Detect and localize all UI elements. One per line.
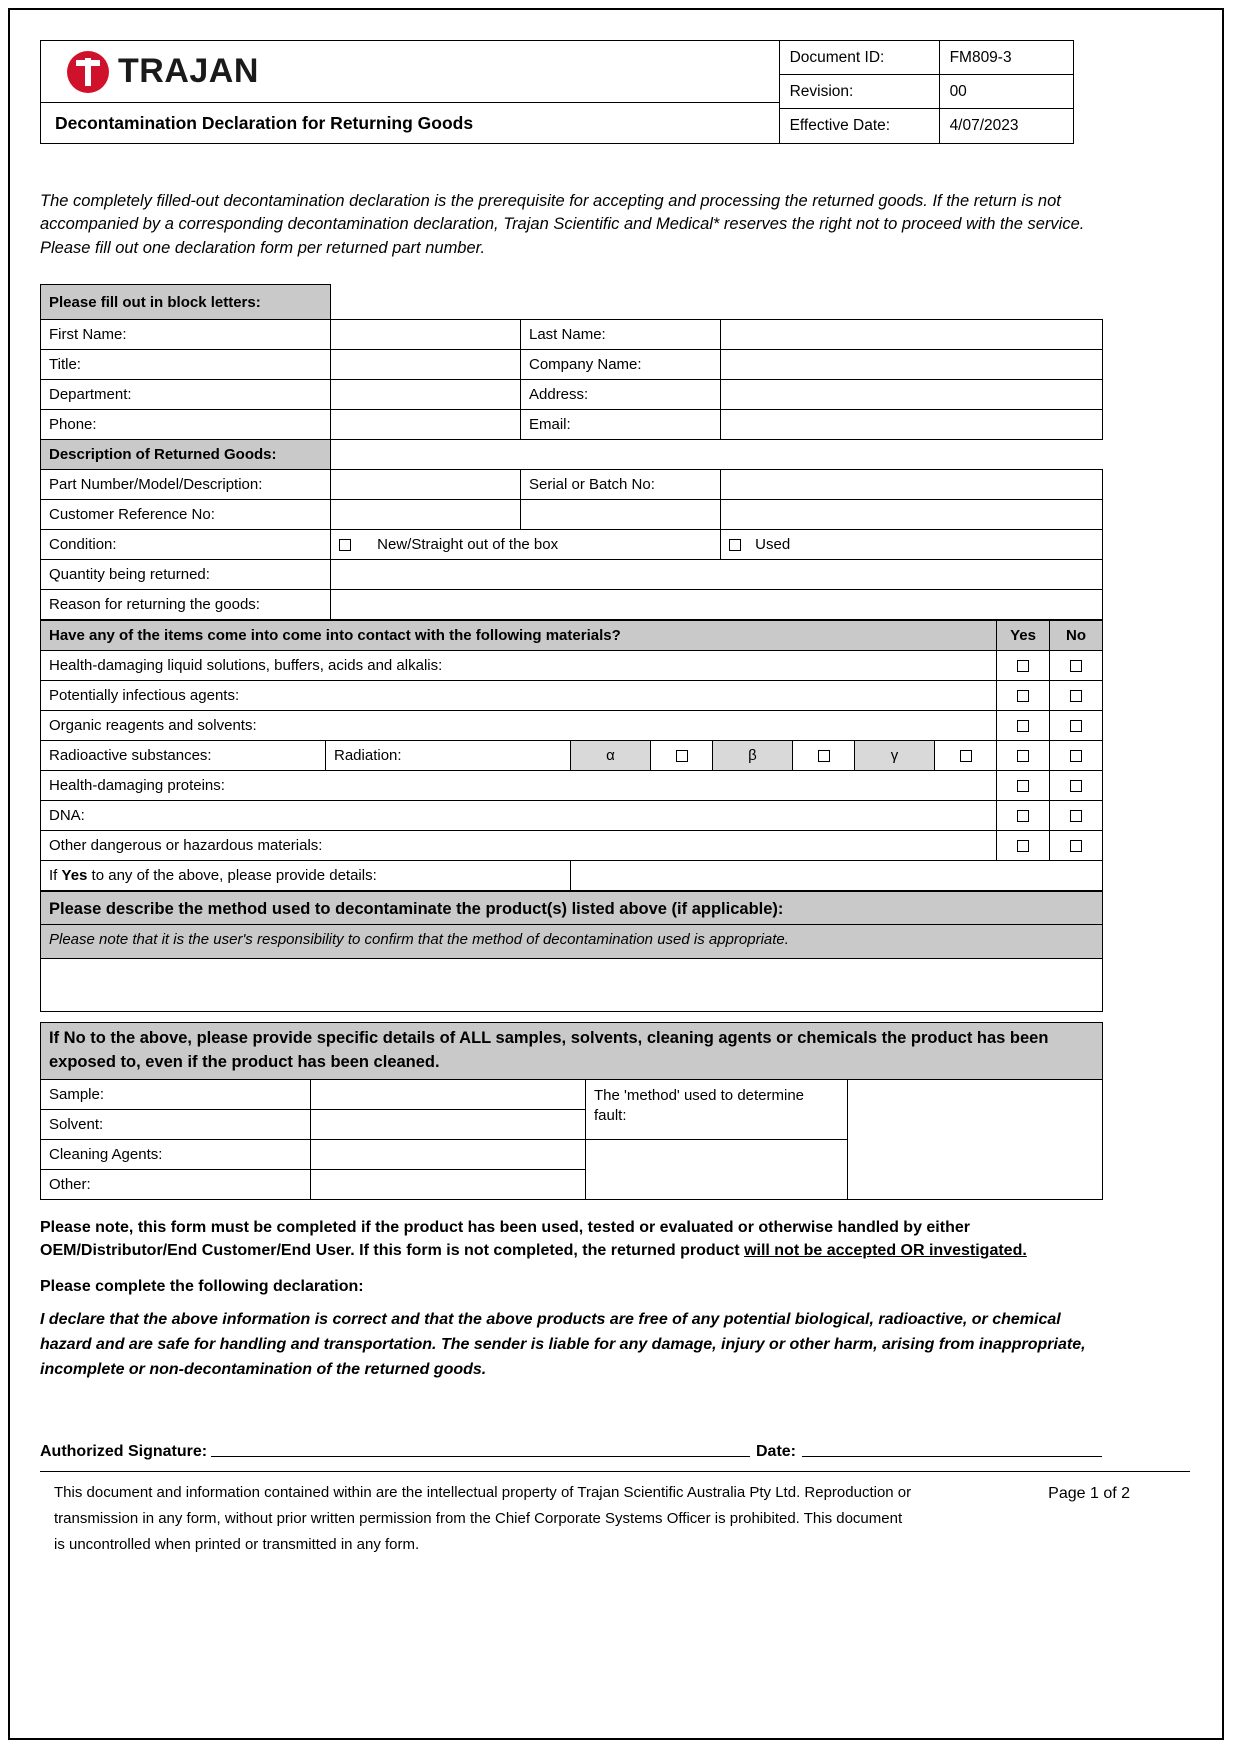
block-letters-heading: Please fill out in block letters:: [41, 285, 331, 320]
signature-label: Authorized Signature:: [40, 1442, 208, 1460]
material-row-dna: [41, 801, 1103, 831]
radiation-alpha-checkbox[interactable]: [676, 750, 688, 762]
intro-paragraph: The completely filled-out decontamination declaration is the prerequisite for accepting and processing the returned goods. If the return is not accompanied by a corresponding decontamination declaration, Trajan Scientific and Medical* reserves the right not to proceed with the service. Please fill out one declaration form per returned part number.: [40, 192, 1085, 257]
document-header: [40, 40, 1074, 144]
method-table: [40, 891, 1103, 1012]
material-no-checkbox[interactable]: [1070, 750, 1082, 762]
empty-cell: [721, 440, 1103, 470]
quantity-field[interactable]: [331, 560, 1103, 590]
no-details-heading-row: [41, 1023, 1103, 1080]
must-complete-underlined: will not be accepted OR investigated.: [744, 1242, 1027, 1260]
method-heading-row: [41, 892, 1103, 925]
goods-heading-row: [41, 440, 1103, 470]
material-no-cell[interactable]: [1050, 651, 1103, 681]
quantity-label: Quantity being returned:: [41, 560, 331, 590]
material-row-proteins: [41, 771, 1103, 801]
must-complete-note: [40, 1216, 1102, 1262]
header-meta: [780, 41, 1073, 143]
radiation-alpha-label: α: [571, 741, 651, 771]
material-row-infectious: [41, 681, 1103, 711]
goods-heading: Description of Returned Goods:: [41, 440, 331, 470]
logo-cell: [41, 41, 779, 103]
customer-ref-extra-cell[interactable]: [521, 500, 721, 530]
title-label: Title:: [41, 350, 331, 380]
condition-used-label: Used: [755, 536, 791, 554]
table-row: [41, 380, 1103, 410]
meta-label: Document ID:: [780, 41, 940, 74]
method-note-row: [41, 925, 1103, 959]
material-row-organic: [41, 711, 1103, 741]
material-no-cell[interactable]: [1050, 741, 1103, 771]
material-no-checkbox[interactable]: [1070, 720, 1082, 732]
condition-new-checkbox[interactable]: [339, 539, 351, 551]
logo-text: TRAJAN: [118, 52, 259, 90]
material-yes-cell[interactable]: [997, 801, 1050, 831]
signature-input[interactable]: [211, 1443, 750, 1457]
table-row: [41, 470, 1103, 500]
page-number: Page 1 of 2: [1048, 1484, 1130, 1502]
email-field[interactable]: [721, 410, 1103, 440]
yes-details-prefix: If: [49, 867, 62, 885]
sample-label: Sample:: [41, 1080, 311, 1110]
page-title: Decontamination Declaration for Returning Goods: [55, 112, 474, 133]
department-label: Department:: [41, 380, 331, 410]
condition-new-cell[interactable]: [331, 530, 721, 560]
radiation-gamma-cell[interactable]: [935, 741, 997, 771]
meta-label: Revision:: [780, 75, 940, 108]
customer-ref-field-right[interactable]: [721, 500, 1103, 530]
radiation-beta-checkbox[interactable]: [818, 750, 830, 762]
empty-cell: [521, 285, 721, 320]
fault-method-empty-cell[interactable]: [586, 1140, 848, 1200]
cleaning-agents-field[interactable]: [311, 1140, 586, 1170]
condition-row: [41, 530, 1103, 560]
radiation-label: Radiation:: [326, 741, 571, 771]
radiation-alpha-cell[interactable]: [651, 741, 713, 771]
meta-value: 4/07/2023: [949, 117, 1019, 134]
material-no-cell[interactable]: [1050, 771, 1103, 801]
meta-value: FM809-3: [949, 48, 1012, 66]
material-row-radioactive: [41, 741, 1103, 771]
material-no-checkbox[interactable]: [1070, 810, 1082, 822]
phone-label: Phone:: [41, 410, 331, 440]
signature-line: [40, 1443, 1102, 1461]
first-name-label: First Name:: [41, 320, 331, 350]
meta-row-effective-date: [780, 109, 1073, 143]
radiation-beta-label: β: [713, 741, 793, 771]
company-name-label: Company Name:: [521, 350, 721, 380]
declaration-heading: Please complete the following declaration:: [40, 1278, 364, 1296]
address-field[interactable]: [721, 380, 1103, 410]
meta-label: Effective Date:: [780, 109, 940, 143]
table-row: [41, 320, 1103, 350]
customer-ref-label: Customer Reference No:: [41, 500, 331, 530]
yes-details-row: [41, 861, 1103, 891]
material-no-checkbox[interactable]: [1070, 660, 1082, 672]
yes-details-field[interactable]: [571, 861, 1103, 891]
material-yes-checkbox[interactable]: [1017, 810, 1029, 822]
no-header: No: [1050, 621, 1103, 651]
quantity-row: [41, 560, 1103, 590]
fault-method-label: The 'method' used to determine fault:: [586, 1080, 848, 1140]
method-field[interactable]: [41, 959, 1103, 1012]
material-yes-cell[interactable]: [997, 681, 1050, 711]
material-no-cell[interactable]: [1050, 681, 1103, 711]
table-row: [41, 350, 1103, 380]
materials-heading-row: [41, 621, 1103, 651]
no-details-heading: If No to the above, please provide specific details of ALL samples, solvents, cleaning agents or chemicals the product has been exposed to, even if the product has been cleaned.: [41, 1023, 1103, 1080]
material-yes-checkbox[interactable]: [1017, 840, 1029, 852]
empty-cell: [521, 440, 721, 470]
page-footer: [40, 1480, 1190, 1559]
method-input-row: [41, 959, 1103, 1012]
material-no-cell[interactable]: [1050, 801, 1103, 831]
document-page: [8, 8, 1224, 1740]
material-label: Potentially infectious agents:: [41, 681, 997, 711]
table-row: [41, 1080, 1103, 1110]
method-note: Please note that it is the user's responsibility to confirm that the method of decontamination used is appropriate.: [41, 925, 1103, 959]
email-label: Email:: [521, 410, 721, 440]
material-yes-cell[interactable]: [997, 651, 1050, 681]
condition-used-checkbox[interactable]: [729, 539, 741, 551]
reason-row: [41, 590, 1103, 620]
material-label: Other dangerous or hazardous materials:: [41, 831, 997, 861]
material-yes-checkbox[interactable]: [1017, 720, 1029, 732]
yes-details-bold: Yes: [61, 867, 88, 885]
table-row: [41, 500, 1103, 530]
radiation-gamma-checkbox[interactable]: [960, 750, 972, 762]
material-no-cell[interactable]: [1050, 831, 1103, 861]
footer-divider: [40, 1471, 1190, 1472]
method-heading: Please describe the method used to decontaminate the product(s) listed above (if applicable):: [41, 892, 1103, 925]
footer-text: This document and information contained within are the intellectual property of Trajan Scientific Australia Pty Ltd. Reproduction or transmission in any form, without prior written permission from the Chief Corporate Systems Officer is prohibited. This document is uncontrolled when printed or transmitted in any form.: [54, 1483, 912, 1554]
fault-method-field[interactable]: [848, 1080, 1103, 1200]
no-details-table: [40, 1022, 1103, 1200]
serial-field[interactable]: [721, 470, 1103, 500]
solvent-field[interactable]: [311, 1110, 586, 1140]
department-field[interactable]: [331, 380, 521, 410]
meta-row-document-id: [780, 41, 1073, 75]
material-no-cell[interactable]: [1050, 711, 1103, 741]
material-label: Health-damaging liquid solutions, buffers, acids and alkalis:: [41, 651, 997, 681]
material-yes-checkbox[interactable]: [1017, 780, 1029, 792]
empty-cell: [721, 285, 1103, 320]
company-name-field[interactable]: [721, 350, 1103, 380]
condition-used-cell[interactable]: [721, 530, 1103, 560]
materials-heading: Have any of the items come into come into contact with the following materials?: [41, 621, 997, 651]
phone-field[interactable]: [331, 410, 521, 440]
empty-cell: [331, 285, 521, 320]
meta-value: 00: [949, 82, 967, 100]
last-name-field[interactable]: [721, 320, 1103, 350]
reason-label: Reason for returning the goods:: [41, 590, 331, 620]
material-row-other-hazardous: [41, 831, 1103, 861]
part-number-label: Part Number/Model/Description:: [41, 470, 331, 500]
material-no-checkbox[interactable]: [1070, 780, 1082, 792]
date-input[interactable]: [802, 1443, 1102, 1457]
solvent-label: Solvent:: [41, 1110, 311, 1140]
material-yes-checkbox[interactable]: [1017, 660, 1029, 672]
empty-cell: [331, 440, 521, 470]
other-label: Other:: [41, 1170, 311, 1200]
reason-field[interactable]: [331, 590, 1103, 620]
must-complete-text: Please note, this form must be completed if the product has been used, tested or evaluated or otherwise handled by either OEM/Distributor/End Customer/End User. If this form is not completed, the returned product: [40, 1219, 970, 1260]
serial-label: Serial or Batch No:: [521, 470, 721, 500]
material-label: Organic reagents and solvents:: [41, 711, 997, 741]
yes-header: Yes: [997, 621, 1050, 651]
title-field[interactable]: [331, 350, 521, 380]
cleaning-agents-label: Cleaning Agents:: [41, 1140, 311, 1170]
material-label: Health-damaging proteins:: [41, 771, 997, 801]
personal-details-table: [40, 284, 1103, 620]
material-label: Radioactive substances:: [41, 741, 326, 771]
material-row-liquids: [41, 651, 1103, 681]
last-name-label: Last Name:: [521, 320, 721, 350]
material-no-checkbox[interactable]: [1070, 690, 1082, 702]
material-label: DNA:: [41, 801, 997, 831]
condition-label: Condition:: [41, 530, 331, 560]
declaration-body: I declare that the above information is correct and that the above products are free of any potential biological, radioactive, or chemical hazard and are safe for handling and transportation. The sender is liable for any damage, injury or other harm, arising from inappropriate, incomplete or non-decontamination of the returned goods.: [40, 1311, 1086, 1379]
radiation-gamma-label: γ: [855, 741, 935, 771]
sample-field[interactable]: [311, 1080, 586, 1110]
radiation-beta-cell[interactable]: [793, 741, 855, 771]
meta-row-revision: [780, 75, 1073, 109]
date-label: Date:: [755, 1442, 796, 1460]
part-number-field[interactable]: [331, 470, 521, 500]
material-yes-checkbox[interactable]: [1017, 690, 1029, 702]
customer-ref-field[interactable]: [331, 500, 521, 530]
first-name-field[interactable]: [331, 320, 521, 350]
address-label: Address:: [521, 380, 721, 410]
yes-details-label: [41, 861, 571, 891]
materials-table: [40, 620, 1103, 891]
material-yes-cell[interactable]: [997, 711, 1050, 741]
material-yes-cell[interactable]: [997, 741, 1050, 771]
material-no-checkbox[interactable]: [1070, 840, 1082, 852]
material-yes-cell[interactable]: [997, 771, 1050, 801]
block-letters-heading-row: [41, 285, 1103, 320]
table-row: [41, 410, 1103, 440]
other-field[interactable]: [311, 1170, 586, 1200]
yes-details-suffix: to any of the above, please provide details:: [87, 867, 377, 885]
condition-new-label: New/Straight out of the box: [377, 536, 559, 554]
header-left: [41, 41, 780, 143]
material-yes-cell[interactable]: [997, 831, 1050, 861]
material-yes-checkbox[interactable]: [1017, 750, 1029, 762]
trajan-logo-icon: [67, 51, 109, 93]
